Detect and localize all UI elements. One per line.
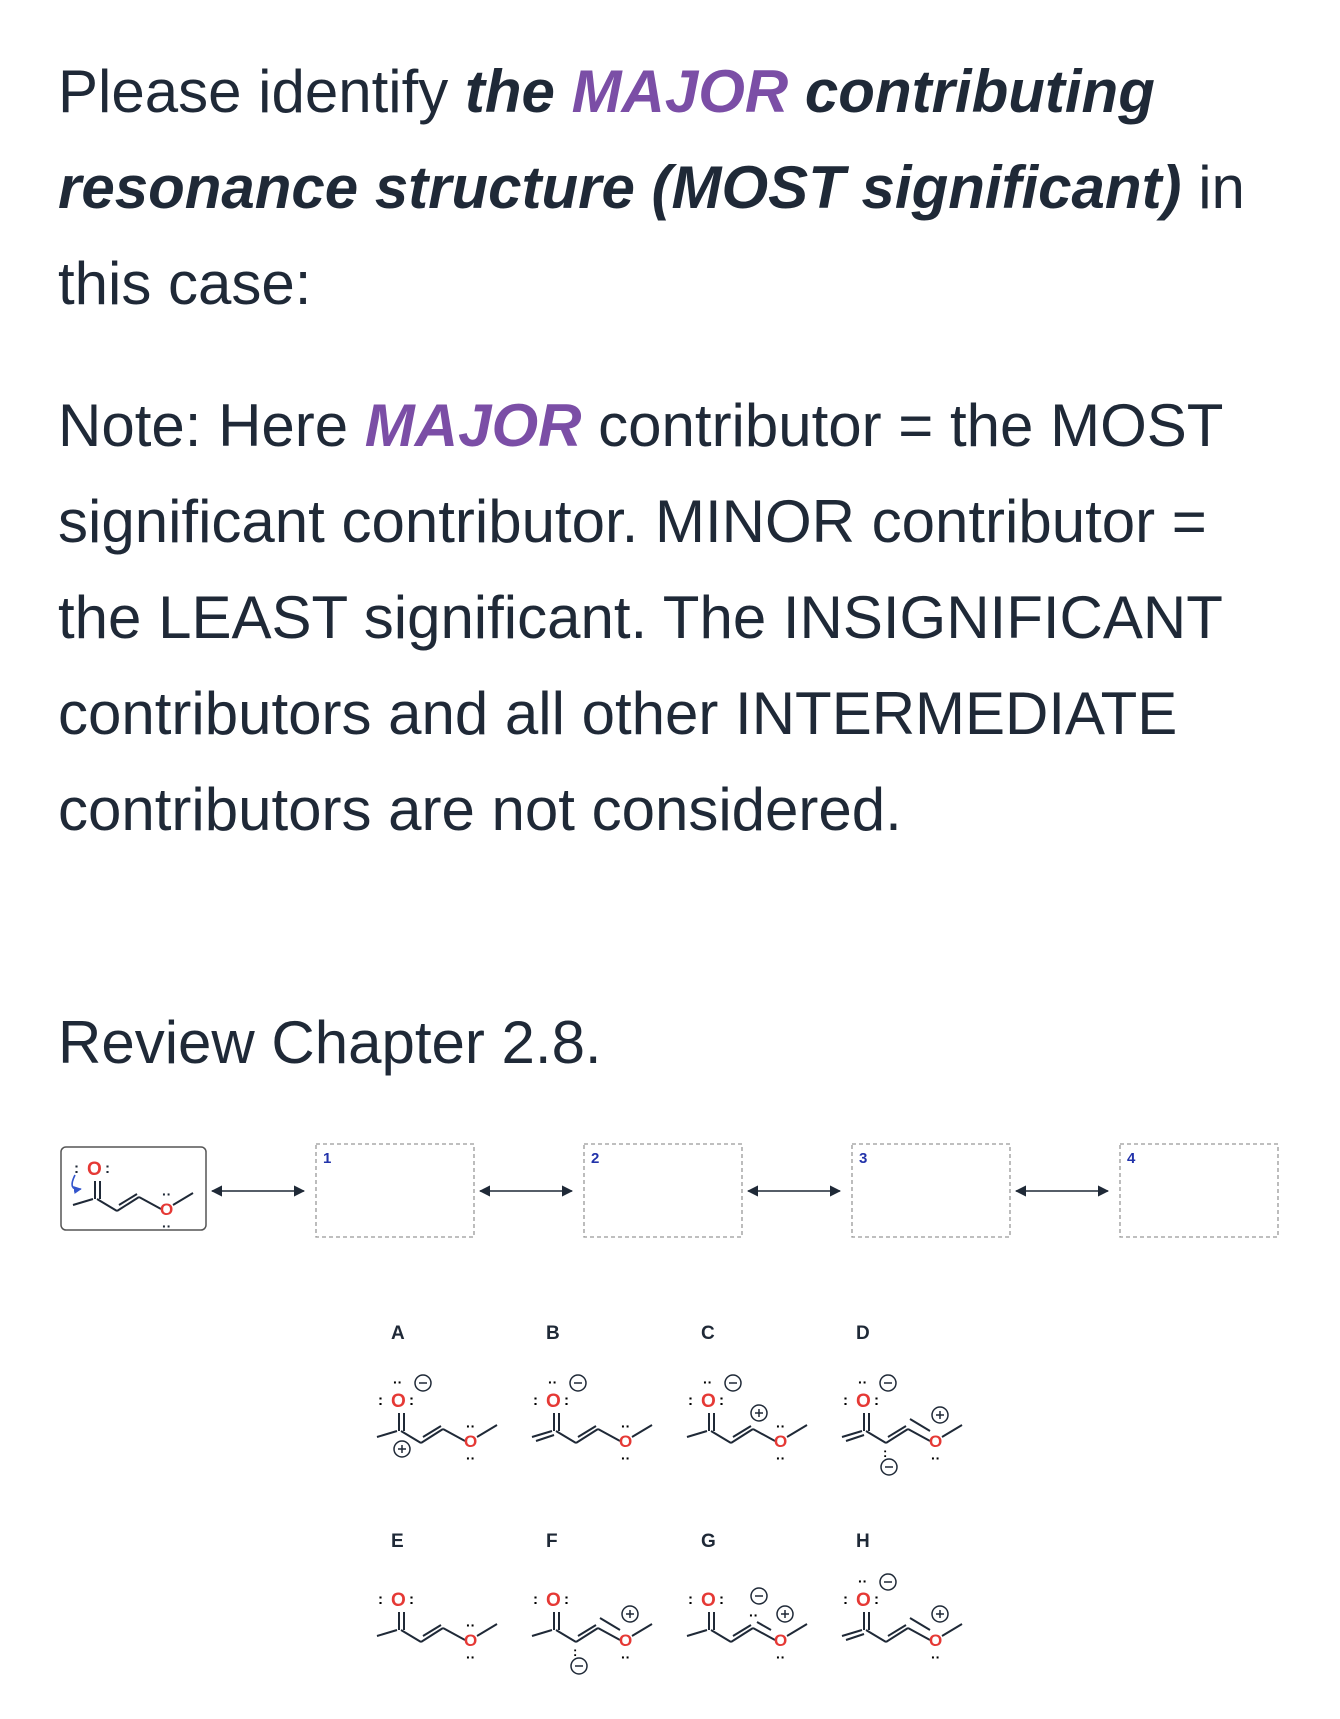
svg-text:O: O — [856, 1391, 871, 1412]
svg-text:O: O — [464, 1432, 478, 1451]
svg-text:··: ·· — [162, 1186, 172, 1202]
drop-slot-2[interactable] — [584, 1144, 742, 1237]
svg-text::: : — [378, 1392, 383, 1409]
svg-text:O: O — [546, 1391, 561, 1412]
major-highlight: MAJOR — [571, 58, 789, 125]
drop-slot-3[interactable] — [852, 1144, 1010, 1237]
svg-text:O: O — [619, 1631, 633, 1650]
resonance-diagram — [0, 1119, 1340, 1719]
svg-text::: : — [874, 1392, 879, 1409]
svg-text::: : — [573, 1644, 578, 1659]
svg-text:O: O — [929, 1631, 943, 1650]
svg-text::: : — [719, 1392, 724, 1409]
svg-text:··: ·· — [466, 1649, 476, 1665]
option-d[interactable] — [842, 1323, 962, 1475]
svg-text:O: O — [774, 1631, 788, 1650]
svg-text:··: ·· — [548, 1374, 558, 1390]
ether-oxygen: O — [160, 1200, 174, 1219]
svg-text::: : — [564, 1591, 569, 1608]
question-paragraph — [58, 44, 1288, 332]
svg-text:··: ·· — [393, 1374, 403, 1390]
svg-text:O: O — [391, 1590, 406, 1611]
svg-text:O: O — [391, 1391, 406, 1412]
svg-text:O: O — [701, 1590, 716, 1611]
svg-text::: : — [533, 1591, 538, 1608]
svg-text::: : — [688, 1591, 693, 1608]
svg-text:··: ·· — [466, 1418, 476, 1434]
option-label: E — [391, 1531, 404, 1552]
svg-text::: : — [719, 1591, 724, 1608]
drop-slot-4[interactable] — [1120, 1144, 1278, 1237]
svg-text::: : — [883, 1445, 888, 1460]
svg-text:··: ·· — [621, 1649, 631, 1665]
svg-text::: : — [874, 1591, 879, 1608]
note-paragraph — [58, 378, 1288, 858]
svg-text::: : — [688, 1392, 693, 1409]
note-text-rest: contributor = the MOST significant contributor. MINOR contributor = the LEAST significant. The INSIGNIFICANT contributors and all other INTERMEDIATE contributors are not considered. — [58, 392, 1223, 843]
review-text: Review Chapter 2.8. — [58, 1009, 602, 1076]
note-major-highlight: MAJOR — [364, 392, 582, 459]
svg-text:··: ·· — [466, 1617, 476, 1633]
option-f[interactable] — [532, 1531, 652, 1674]
svg-text::: : — [378, 1591, 383, 1608]
svg-text:O: O — [619, 1432, 633, 1451]
slot-number: 3 — [859, 1150, 868, 1167]
svg-text:··: ·· — [776, 1450, 786, 1466]
svg-text::: : — [564, 1392, 569, 1409]
option-label: H — [856, 1531, 870, 1552]
svg-text:··: ·· — [931, 1649, 941, 1665]
svg-text:··: ·· — [858, 1374, 868, 1390]
option-label: D — [856, 1323, 870, 1344]
option-b[interactable] — [532, 1323, 652, 1466]
svg-text:··: ·· — [776, 1418, 786, 1434]
question-emphasis: contributing resonance structure (MOST significant) — [58, 58, 1182, 221]
svg-text:··: ·· — [703, 1374, 713, 1390]
option-label: B — [546, 1323, 560, 1344]
option-g[interactable] — [687, 1531, 807, 1665]
svg-text:O: O — [546, 1590, 561, 1611]
svg-text:O: O — [774, 1432, 788, 1451]
svg-text:··: ·· — [749, 1607, 759, 1623]
svg-text::: : — [409, 1392, 414, 1409]
review-paragraph — [58, 995, 1288, 1091]
svg-text:O: O — [464, 1631, 478, 1650]
option-label: A — [391, 1323, 405, 1344]
option-a[interactable] — [377, 1323, 497, 1466]
option-label: C — [701, 1323, 715, 1344]
svg-text:··: ·· — [621, 1418, 631, 1434]
slot-number: 1 — [323, 1150, 332, 1167]
carbonyl-oxygen: O — [87, 1159, 102, 1180]
svg-text::: : — [843, 1591, 848, 1608]
svg-text::: : — [74, 1160, 79, 1177]
option-c[interactable] — [687, 1323, 807, 1466]
svg-text:··: ·· — [776, 1649, 786, 1665]
svg-text::: : — [843, 1392, 848, 1409]
svg-text:··: ·· — [466, 1450, 476, 1466]
starting-structure — [61, 1147, 206, 1234]
option-e[interactable] — [377, 1531, 497, 1665]
svg-text:··: ·· — [931, 1450, 941, 1466]
svg-text::: : — [105, 1160, 110, 1177]
svg-text:O: O — [701, 1391, 716, 1412]
slot-number: 2 — [591, 1150, 600, 1167]
question-italic-the: the — [464, 58, 572, 125]
svg-text:··: ·· — [858, 1573, 868, 1589]
option-label: F — [546, 1531, 558, 1552]
svg-text:O: O — [929, 1432, 943, 1451]
question-text-end: in this case: — [58, 154, 1245, 317]
option-h[interactable] — [842, 1531, 962, 1665]
option-label: G — [701, 1531, 716, 1552]
question-text: Please identify — [58, 58, 465, 125]
svg-text::: : — [409, 1591, 414, 1608]
svg-text:··: ·· — [162, 1218, 172, 1234]
svg-text::: : — [533, 1392, 538, 1409]
svg-text:O: O — [856, 1590, 871, 1611]
svg-text:··: ·· — [621, 1450, 631, 1466]
drop-slot-1[interactable] — [316, 1144, 474, 1237]
slot-number: 4 — [1127, 1150, 1136, 1167]
note-text: Note: Here — [58, 392, 365, 459]
